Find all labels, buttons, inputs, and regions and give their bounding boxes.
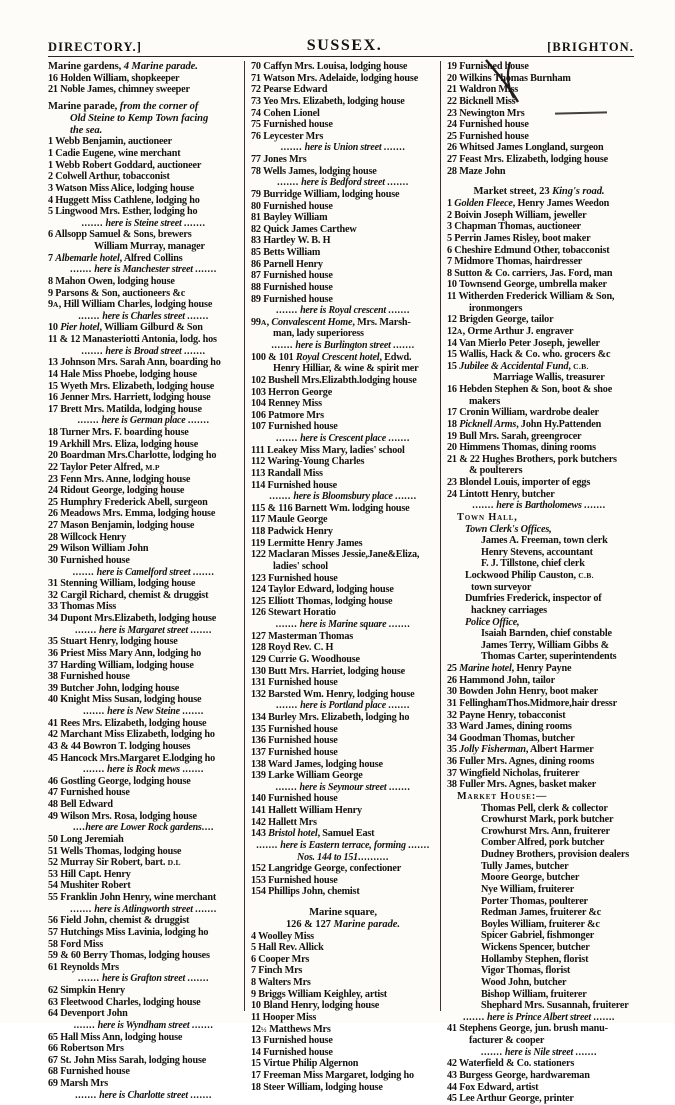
directory-entry: 67 St. John Miss Sarah, lodging house xyxy=(48,1054,207,1066)
directory-entry: 102 Bushell Mrs.Elizabth.lodging house xyxy=(251,374,417,386)
directory-entry: 29 Wilson William John xyxy=(48,543,149,555)
directory-entry: 72 Pearse Edward xyxy=(251,84,328,96)
directory-entry: 40 Knight Miss Susan, lodging house xyxy=(48,694,202,706)
street-separator: ....... here is Seymour street ....... xyxy=(275,781,411,793)
directory-entry: 11 & 12 Manasteriotti Antonia, lodg. hos xyxy=(48,334,217,346)
street-separator: ....... here is Bedford street ....... xyxy=(277,177,409,189)
directory-entry: 10 Pier hotel, William Gilburd & Son xyxy=(48,322,203,334)
directory-entry: 5 Perrin James Risley, boot maker xyxy=(447,232,591,244)
spacer xyxy=(447,177,631,186)
directory-entry: 131 Furnished house xyxy=(251,677,338,689)
directory-entry: 50 Long Jeremiah xyxy=(48,833,124,845)
directory-entry: 115 & 116 Barnett Wm. lodging house xyxy=(251,502,410,514)
directory-entry: 24 Lintott Henry, butcher xyxy=(447,488,555,500)
street-heading-cont: Old Steine to Kemp Town facing xyxy=(70,112,209,124)
directory-entry: 104 Renney Miss xyxy=(251,398,322,410)
directory-entry: 112 Waring-Young Charles xyxy=(251,456,365,468)
directory-entry: 83 Hartley W. B. H xyxy=(251,235,331,247)
directory-entry: 89 Furnished house xyxy=(251,293,333,305)
directory-entry: 111 Leakey Miss Mary, ladies' school xyxy=(251,444,405,456)
entry-continuation: ladies' school xyxy=(273,560,328,572)
institution-officer: Spicer Gabriel, fishmonger xyxy=(481,930,595,942)
institution-officer-cont: town surveyor xyxy=(471,581,532,593)
directory-entry: 10 Townsend George, umbrella maker xyxy=(447,279,607,291)
directory-entry: 12 Brigden George, tailor xyxy=(447,314,554,326)
street-separator: ....... here is Wyndham street ....... xyxy=(73,1019,214,1031)
directory-entry: 41 Rees Mrs. Elizabeth, lodging house xyxy=(48,717,207,729)
directory-entry: 136 Furnished house xyxy=(251,735,338,747)
directory-entry: 25 Furnished house xyxy=(447,130,529,142)
directory-entry: 23 Newington Mrs xyxy=(447,107,525,119)
directory-entry: 55 Franklin John Henry, wine merchant xyxy=(48,892,217,904)
directory-entry: 58 Ford Miss xyxy=(48,938,104,950)
directory-entry: 32 Payne Henry, tobacconist xyxy=(447,709,566,721)
directory-entry: 14 Furnished house xyxy=(251,1046,333,1058)
entry-continuation: William Murray, manager xyxy=(94,241,205,253)
institution-heading: Town Hall, xyxy=(457,511,518,523)
directory-entry: 132 Barsted Wm. Henry, lodging house xyxy=(251,688,415,700)
directory-entry: 4 Woolley Miss xyxy=(251,930,314,942)
directory-entry: 140 Furnished house xyxy=(251,793,338,805)
directory-entry: 22 Taylor Peter Alfred, M.P xyxy=(48,461,160,473)
directory-entry: 22 Bicknell Miss xyxy=(447,95,516,107)
directory-entry: 49 Wilson Mrs. Rosa, lodging house xyxy=(48,810,197,822)
directory-entry: 14 Hale Miss Phoebe, lodging house xyxy=(48,368,197,380)
street-separator: ....... here is Union street ....... xyxy=(280,142,406,154)
directory-entry: 61 Reynolds Mrs xyxy=(48,961,119,973)
directory-entry: 142 Hallett Mrs xyxy=(251,816,317,828)
institution-officer: Nye William, fruiterer xyxy=(481,883,575,895)
institution-officer: Isaiah Barnden, chief constable xyxy=(481,628,612,640)
column-1 xyxy=(48,61,244,1101)
street-separator: ....... here is Atlingworth street ....... xyxy=(70,903,217,915)
entry-continuation: facturer & cooper xyxy=(469,1035,545,1047)
directory-entry: 75 Furnished house xyxy=(251,119,333,131)
directory-entry: 71 Watson Mrs. Adelaide, lodging house xyxy=(251,72,419,84)
directory-entry: 15 Virtue Philip Algernon xyxy=(251,1058,359,1070)
directory-entry: 31 FellinghamThos.Midmore,hair dressr xyxy=(447,697,617,709)
directory-entry: 7 Finch Mrs xyxy=(251,965,303,977)
directory-entry: 78 Wells James, lodging house xyxy=(251,165,377,177)
directory-entry: 25 Marine hotel, Henry Payne xyxy=(447,663,572,675)
directory-entry: 5 Lingwood Mrs. Esther, lodging ho xyxy=(48,206,198,218)
running-head-right: [BRIGHTON. xyxy=(547,40,634,54)
street-separator: ....... here is Royal crescent ....... xyxy=(276,305,410,317)
directory-entry: 86 Parnell Henry xyxy=(251,258,323,270)
directory-entry: 19 Bull Mrs. Sarah, greengrocer xyxy=(447,430,582,442)
institution-subheading: Town Clerk's Offices, xyxy=(465,523,552,535)
directory-entry: 123 Furnished house xyxy=(251,572,338,584)
directory-entry: 1 Webb Benjamin, auctioneer xyxy=(48,136,172,148)
directory-entry: 129 Currie G. Woodhouse xyxy=(251,653,360,665)
directory-entry: 20 Himmens Thomas, dining rooms xyxy=(447,442,596,454)
street-separator: ....... here is Bloomsbury place ....... xyxy=(269,491,417,503)
directory-entry: 134 Burley Mrs. Elizabeth, lodging ho xyxy=(251,712,410,723)
directory-entry: 153 Furnished house xyxy=(251,874,338,886)
directory-entry: 19 Arkhill Mrs. Eliza, lodging house xyxy=(48,438,199,450)
institution-officer: Henry Stevens, accountant xyxy=(481,546,593,558)
directory-entry: 52 Murray Sir Robert, bart. D.L xyxy=(48,857,181,869)
entry-continuation: ironmongers xyxy=(469,302,523,314)
street-separator: ....... here is New Steine ....... xyxy=(83,706,204,718)
directory-entry: 48 Bell Edward xyxy=(48,799,113,811)
street-separator: ....... here is Nile street ....... xyxy=(480,1046,598,1058)
directory-entry: 106 Patmore Mrs xyxy=(251,409,324,421)
directory-entry: 141 Hallett William Henry xyxy=(251,805,362,816)
street-separator: ....... here is Prince Albert street ....... xyxy=(462,1011,616,1023)
directory-entry: 54 Mushiter Robert xyxy=(48,880,131,892)
directory-entry: 1 Webb Robert Goddard, auctioneer xyxy=(48,159,202,171)
directory-entry: 70 Caffyn Mrs. Louisa, lodging house xyxy=(251,61,408,72)
directory-entry: 8 Walters Mrs xyxy=(251,977,311,989)
street-separator: ....... here is Portland place ....... xyxy=(276,700,410,712)
directory-entry: 126 Stewart Horatio xyxy=(251,607,336,619)
institution-officer: Crowhurst Mark, pork butcher xyxy=(481,814,614,826)
directory-entry: 76 Leycester Mrs xyxy=(251,130,324,142)
directory-entry: 36 Fuller Mrs. Agnes, dining rooms xyxy=(447,756,595,768)
directory-entry: 85 Betts William xyxy=(251,247,321,258)
directory-entry: 17 Brett Mrs. Matilda, lodging house xyxy=(48,403,202,415)
directory-entry: 21 & 22 Hughes Brothers, pork butchers xyxy=(447,453,617,465)
directory-entry: 118 Padwick Henry xyxy=(251,526,333,537)
directory-entry: 43 Burgess George, hardwareman xyxy=(447,1069,590,1081)
entry-continuation: makers xyxy=(469,395,501,407)
institution-officer: Wickens Spencer, butcher xyxy=(481,942,590,954)
directory-entry: 33 Thomas Miss xyxy=(48,601,117,613)
institution-officer: Boyles William, fruiterer &c xyxy=(481,918,600,930)
street-heading: Marine parade, from the corner of xyxy=(48,101,199,113)
directory-entry: 154 Phillips John, chemist xyxy=(251,886,360,898)
street-separator: ....... here is Crescent place ....... xyxy=(276,433,410,444)
street-separator-cont: Nos. 144 to 151.......... xyxy=(297,851,389,863)
directory-entry: 128 Royd Rev. C. H xyxy=(251,642,334,654)
directory-entry: 130 Butt Mrs. Harriet, lodging house xyxy=(251,665,405,677)
directory-entry: 37 Wingfield Nicholas, fruiterer xyxy=(447,767,580,779)
directory-entry: 65 Hall Miss Ann, lodging house xyxy=(48,1031,183,1043)
directory-entry: 27 Mason Benjamin, lodging house xyxy=(48,520,195,532)
directory-entry: 2 Boivin Joseph William, jeweller xyxy=(447,209,587,221)
institution-officer: Bishop William, fruiterer xyxy=(481,988,587,1000)
directory-entry: 15 Wyeth Mrs. Elizabeth, lodging house xyxy=(48,380,215,392)
directory-entry: 24 Ridout George, lodging house xyxy=(48,485,185,497)
directory-entry: 3 Chapman Thomas, auctioneer xyxy=(447,221,582,233)
institution-heading: Market House:— xyxy=(457,790,548,802)
directory-entry: 9 Parsons & Son, auctioneers &c xyxy=(48,287,186,299)
directory-entry: 125 Elliott Thomas, lodging house xyxy=(251,595,393,607)
spacer xyxy=(251,898,435,907)
directory-entry: 56 Field John, chemist & druggist xyxy=(48,915,190,927)
directory-entry: 7 Albemarle hotel, Alfred Collins xyxy=(48,252,183,264)
directory-entry: 33 Ward James, dining rooms xyxy=(447,721,572,733)
running-head-center: SUSSEX. xyxy=(306,37,383,54)
directory-entry: 74 Cohen Lionel xyxy=(251,107,320,119)
directory-entry: 16 Holden William, shopkeeper xyxy=(48,72,180,84)
directory-entry: 81 Bayley William xyxy=(251,212,328,224)
directory-entry: 21 Waldron Miss xyxy=(447,84,519,96)
directory-entry: 25 Humphry Frederick Abell, surgeon xyxy=(48,496,208,508)
directory-entry: 46 Gostling George, lodging house xyxy=(48,775,191,787)
directory-entry: 114 Furnished house xyxy=(251,479,338,491)
institution-officer-cont: hackney carriages xyxy=(471,604,547,616)
directory-entry: 15 Jubilee & Accidental Fund, C.B. xyxy=(447,360,589,372)
directory-entry: 13 Johnson Mrs. Sarah Ann, boarding ho xyxy=(48,357,221,369)
directory-entry: 100 & 101 Royal Crescent hotel, Edwd. xyxy=(251,351,412,363)
directory-entry: 35 Stuart Henry, lodging house xyxy=(48,636,178,648)
directory-entry: 119 Lermitte Henry James xyxy=(251,537,363,549)
entry-continuation: & poulterers xyxy=(469,465,523,477)
institution-officer: Crowhurst Mrs. Ann, fruiterer xyxy=(481,825,610,837)
entry-continuation: Marriage Wallis, treasurer xyxy=(493,372,605,384)
section-subheading: 126 & 127 Marine parade. xyxy=(285,918,400,930)
directory-entry: 11 Hooper Miss xyxy=(251,1011,317,1023)
directory-entry: 2 Colwell Arthur, tobacconist xyxy=(48,171,170,183)
street-separator: ....... here is Rock mews ....... xyxy=(82,764,205,776)
directory-entry: 28 Maze John xyxy=(447,165,506,177)
column-2 xyxy=(244,61,440,1093)
street-separator: ....... here is Eastern terrace, forming ....... xyxy=(256,839,430,851)
street-separator: ....... here is Charlotte street ....... xyxy=(75,1089,212,1101)
directory-entry: 37 Harding William, lodging house xyxy=(48,659,194,671)
street-heading: Marine gardens, 4 Marine parade. xyxy=(48,61,198,72)
institution-officer: James A. Freeman, town clerk xyxy=(481,535,608,547)
directory-entry: 12A, Orme Arthur J. engraver xyxy=(447,325,574,337)
directory-entry: 14 Van Mierlo Peter Joseph, jeweller xyxy=(447,337,600,349)
street-separator: ....... here is Charles street ....... xyxy=(78,310,209,322)
directory-entry: 17 Freeman Miss Margaret, lodging ho xyxy=(251,1070,414,1082)
directory-entry: 68 Furnished house xyxy=(48,1066,130,1078)
directory-entry: 11 Witherden Frederick William & Son, xyxy=(447,291,615,303)
street-separator: ....here are Lower Rock gardens.... xyxy=(72,822,215,834)
institution-officer: Thomas Carter, superintendents xyxy=(481,651,617,663)
directory-entry: 6 Allsopp Samuel & Sons, brewers xyxy=(48,229,192,241)
street-separator: ....... here is Broad street ....... xyxy=(81,345,206,357)
directory-entry: 32 Cargil Richard, chemist & druggist xyxy=(48,589,209,601)
directory-entry: 18 Turner Mrs. F. boarding house xyxy=(48,427,189,439)
section-heading: Marine square, xyxy=(309,907,377,918)
directory-entry: 62 Simpkin Henry xyxy=(48,985,125,997)
entry-continuation: man, lady superioress xyxy=(273,328,364,340)
street-separator: ....... here is Burlington street ....... xyxy=(271,340,415,351)
street-separator: ....... here is Steine street ....... xyxy=(81,217,206,229)
directory-entry: 143 Bristol hotel, Samuel East xyxy=(251,828,375,840)
directory-entry: 107 Furnished house xyxy=(251,421,338,433)
directory-entry: 1 Golden Fleece, Henry James Weedon xyxy=(447,198,610,210)
directory-entry: 30 Furnished house xyxy=(48,554,130,566)
institution-officer: Redman James, fruiterer &c xyxy=(481,907,601,919)
directory-entry: 99A, Convalescent Home, Mrs. Marsh- xyxy=(251,316,411,328)
directory-entry: 38 Fuller Mrs. Agnes, basket maker xyxy=(447,779,597,791)
directory-entry: 87 Furnished house xyxy=(251,270,333,282)
street-separator: ....... here is Margaret street ....... xyxy=(74,624,213,636)
directory-entry: 9A, Hill William Charles, lodging house xyxy=(48,299,213,311)
directory-entry: 4 Huggett Miss Cathlene, lodging ho xyxy=(48,194,200,206)
directory-entry: 10 Bland Henry, lodging house xyxy=(251,1000,380,1012)
institution-officer: Hollamby Stephen, florist xyxy=(481,953,589,965)
street-separator: ....... here is Bartholomews ....... xyxy=(472,500,606,512)
directory-entry: 8 Sutton & Co. carriers, Jas. Ford, man xyxy=(447,267,613,279)
running-head xyxy=(48,38,634,56)
institution-subheading: Police Office, xyxy=(465,616,520,628)
directory-entry: 45 Hancock Mrs.Margaret E.lodging ho xyxy=(48,752,216,764)
header-rule xyxy=(48,56,634,57)
directory-entry: 15 Wallis, Hack & Co. who. grocers &c xyxy=(447,349,611,361)
institution-officer: Moore George, butcher xyxy=(481,872,580,884)
directory-entry: 34 Goodman Thomas, butcher xyxy=(447,732,575,744)
directory-entry: 42 Waterfield & Co. stationers xyxy=(447,1058,575,1070)
street-separator: ....... here is Manchester street ....... xyxy=(70,264,217,276)
directory-entry: 20 Boardman Mrs.Charlotte, lodging ho xyxy=(48,450,217,462)
directory-entry: 38 Furnished house xyxy=(48,671,130,683)
section-heading: Market street, 23 King's road. xyxy=(473,186,605,198)
entry-continuation: Henry Hilliar, & wine & spirit mer xyxy=(273,363,419,375)
directory-entry: 36 Priest Miss Mary Ann, lodging ho xyxy=(48,647,202,659)
directory-entry: 5 Hall Rev. Allick xyxy=(251,942,324,954)
directory-entry: 113 Randall Miss xyxy=(251,467,323,479)
institution-officer: Wood John, butcher xyxy=(481,976,567,988)
directory-entry: 45 Lee Arthur George, printer xyxy=(447,1093,574,1105)
directory-entry: 80 Furnished house xyxy=(251,200,333,212)
directory-entry: 47 Furnished house xyxy=(48,787,130,799)
directory-entry: 137 Furnished house xyxy=(251,746,338,758)
directory-entry: 18 Picknell Arms, John Hy.Pattenden xyxy=(447,418,602,430)
directory-entry: 43 & 44 Bowron T. lodging houses xyxy=(48,740,191,752)
directory-entry: 7 Midmore Thomas, hairdresser xyxy=(447,256,583,268)
institution-officer: James Terry, William Gibbs & xyxy=(481,639,609,651)
directory-entry: 31 Stenning William, lodging house xyxy=(48,578,196,590)
column-3 xyxy=(440,61,636,1105)
directory-entry: 12½ Matthews Mrs xyxy=(251,1023,331,1035)
directory-entry: 138 Ward James, lodging house xyxy=(251,758,383,770)
directory-entry: 122 Maclaran Misses Jessie,Jane&Eliza, xyxy=(251,549,420,561)
directory-entry: 13 Furnished house xyxy=(251,1035,333,1047)
institution-officer: Dudney Brothers, provision dealers xyxy=(481,849,630,861)
directory-entry: 23 Blondel Louis, importer of eggs xyxy=(447,477,591,489)
directory-entry: 127 Masterman Thomas xyxy=(251,630,354,642)
directory-entry: 88 Furnished house xyxy=(251,281,333,293)
directory-entry: 135 Furnished house xyxy=(251,723,338,735)
directory-entry: 1 Cadie Eugene, wine merchant xyxy=(48,148,181,160)
directory-entry: 16 Hebden Stephen & Son, boot & shoe xyxy=(447,384,613,396)
institution-officer: F. J. Tillstone, chief clerk xyxy=(481,558,585,570)
directory-entry: 77 Jones Mrs xyxy=(251,154,307,165)
directory-entry: 24 Furnished house xyxy=(447,119,529,131)
directory-entry: 26 Meadows Mrs. Emma, lodging house xyxy=(48,508,216,520)
directory-entry: 27 Feast Mrs. Elizabeth, lodging house xyxy=(447,154,608,165)
institution-officer: Vigor Thomas, florist xyxy=(481,965,571,977)
running-head-left: DIRECTORY.] xyxy=(48,40,142,54)
directory-entry: 66 Robertson Mrs xyxy=(48,1043,124,1055)
directory-entry: 44 Fox Edward, artist xyxy=(447,1081,539,1093)
directory-entry: 139 Larke William George xyxy=(251,770,363,782)
directory-entry: 59 & 60 Berry Thomas, lodging houses xyxy=(48,950,210,962)
directory-entry: 18 Steer William, lodging house xyxy=(251,1081,383,1093)
directory-entry: 23 Fenn Mrs. Anne, lodging house xyxy=(48,473,191,485)
institution-officer: Porter Thomas, poulterer xyxy=(481,895,588,907)
directory-entry: 103 Herron George xyxy=(251,386,333,398)
directory-entry: 21 Noble James, chimney sweeper xyxy=(48,84,190,96)
directory-entry: 79 Burridge William, lodging house xyxy=(251,188,400,200)
directory-entry: 26 Hammond John, tailor xyxy=(447,674,555,686)
directory-entry: 34 Dupont Mrs.Elizabeth, lodging house xyxy=(48,613,217,625)
street-separator: ....... here is German place ....... xyxy=(77,415,210,427)
directory-entry: 8 Mahon Owen, lodging house xyxy=(48,275,175,287)
directory-columns xyxy=(48,61,636,1105)
directory-entry: 26 Whitsed James Longland, surgeon xyxy=(447,142,604,154)
institution-officer: Comber Alfred, pork butcher xyxy=(481,837,605,849)
street-separator: ....... here is Camelford street ....... xyxy=(72,566,215,578)
directory-entry: 28 Willcock Henry xyxy=(48,531,127,543)
directory-entry: 64 Devenport John xyxy=(48,1008,128,1020)
directory-entry: 3 Watson Miss Alice, lodging house xyxy=(48,182,194,194)
institution-officer: Thomas Pell, clerk & collector xyxy=(481,802,608,814)
directory-entry: 51 Wells Thomas, lodging house xyxy=(48,845,182,857)
directory-entry: 39 Butcher John, lodging house xyxy=(48,682,180,694)
directory-entry: 6 Cooper Mrs xyxy=(251,953,310,965)
institution-officer: Shephard Mrs. Susannah, fruiterer xyxy=(481,1000,629,1012)
directory-entry: 35 Jolly Fisherman, Albert Harmer xyxy=(447,744,594,756)
directory-entry: 152 Langridge George, confectioner xyxy=(251,863,402,875)
directory-entry: 17 Cronin William, wardrobe dealer xyxy=(447,407,599,419)
directory-entry: 42 Marchant Miss Elizabeth, lodging ho xyxy=(48,729,215,741)
directory-entry: 41 Stephens George, jun. brush manu- xyxy=(447,1023,608,1035)
directory-entry: 30 Bowden John Henry, boot maker xyxy=(447,686,599,698)
directory-entry: 63 Fleetwood Charles, lodging house xyxy=(48,996,201,1008)
directory-entry: 73 Yeo Mrs. Elizabeth, lodging house xyxy=(251,95,405,107)
directory-entry: 57 Hutchings Miss Lavinia, lodging ho xyxy=(48,926,209,938)
directory-entry: 20 Wilkins Thomas Burnham xyxy=(447,72,571,84)
directory-entry: 124 Taylor Edward, lodging house xyxy=(251,584,394,596)
directory-entry: 117 Maule George xyxy=(251,514,328,526)
directory-entry: 82 Quick James Carthew xyxy=(251,223,357,235)
directory-entry: 16 Jenner Mrs. Harriett, lodging house xyxy=(48,392,211,404)
institution-officer: Tully James, butcher xyxy=(481,860,569,872)
directory-entry: 19 Furnished house xyxy=(447,61,529,72)
directory-entry: 53 Hill Capt. Henry xyxy=(48,868,131,880)
street-separator: ....... here is Grafton street ....... xyxy=(77,973,210,985)
directory-entry: 9 Briggs William Keighley, artist xyxy=(251,988,388,1000)
directory-entry: 6 Cheshire Edmund Other, tobacconist xyxy=(447,244,610,256)
street-heading-cont: the sea. xyxy=(70,124,103,136)
directory-entry: 69 Marsh Mrs xyxy=(48,1078,109,1090)
street-separator: ....... here is Marine square ....... xyxy=(275,619,411,630)
institution-officer: Dumfries Frederick, inspector of xyxy=(465,593,602,605)
institution-officer: Lockwood Philip Causton, C.B. xyxy=(465,570,594,582)
